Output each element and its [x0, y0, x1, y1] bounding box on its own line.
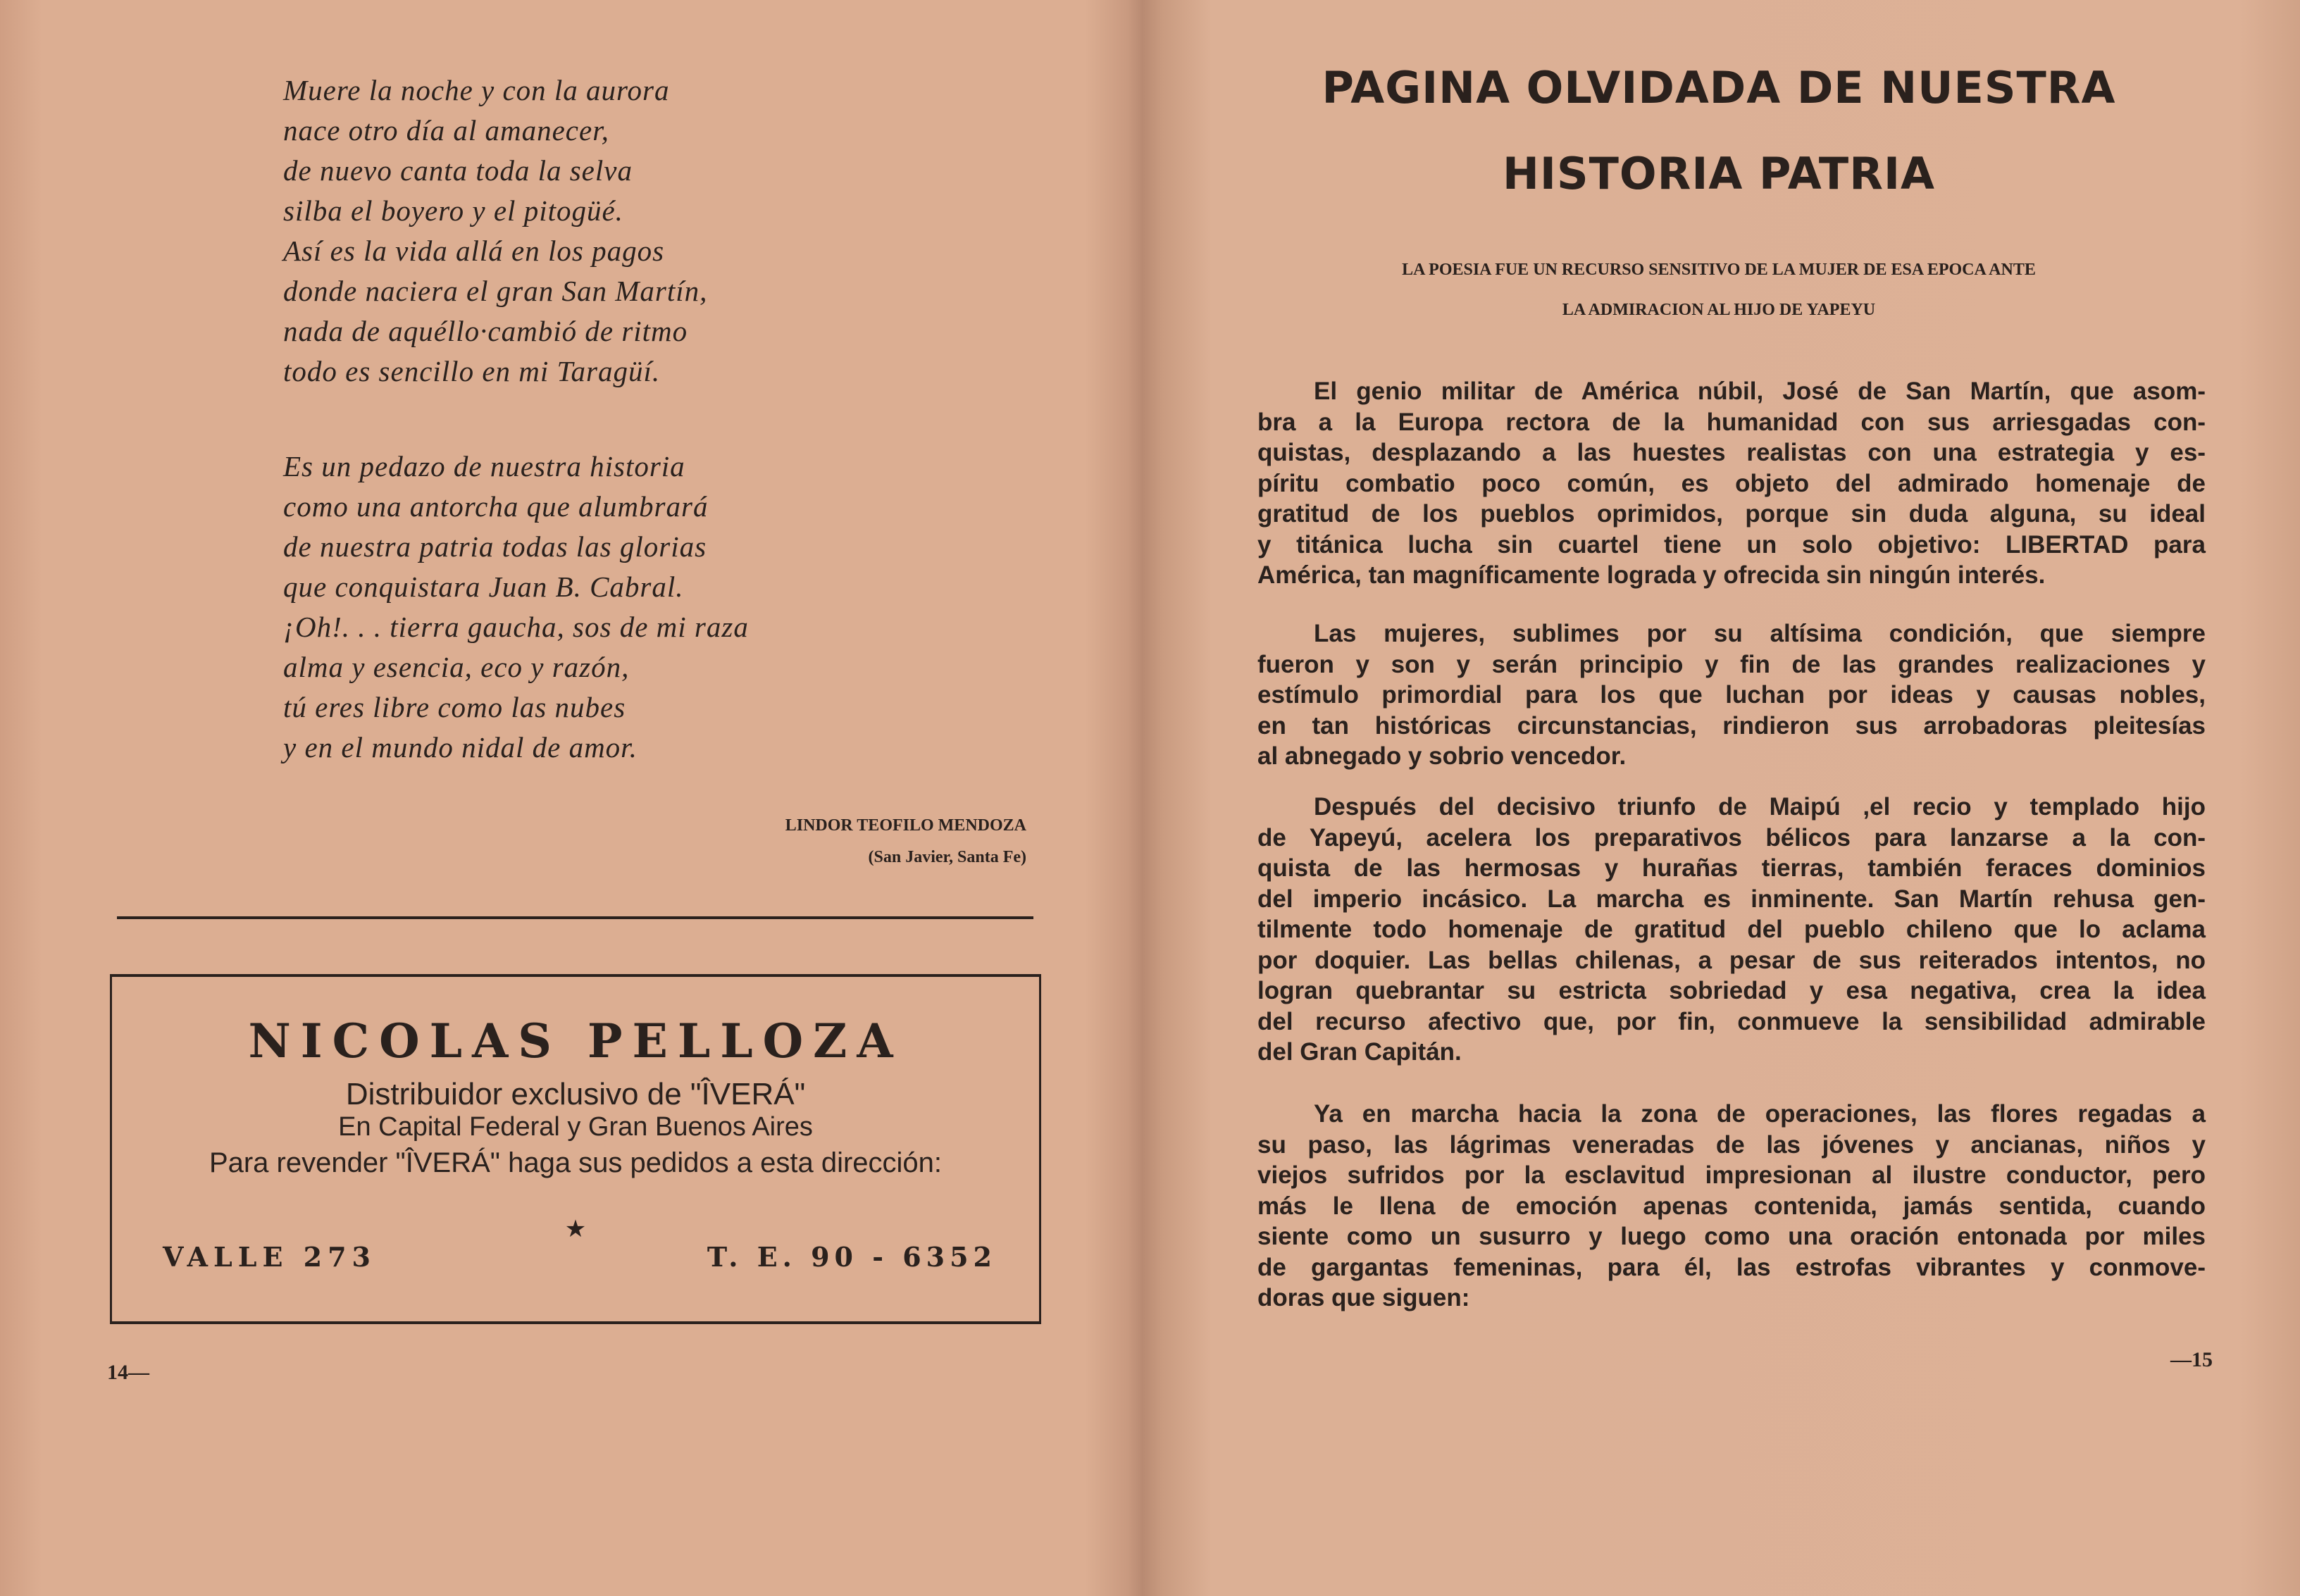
- article-title-line-2: HISTORIA PATRIA: [1503, 148, 1935, 199]
- paragraph-line: más le llena de emoción apenas contenida, jamás sentida, cuando: [1257, 1192, 2206, 1220]
- paragraph-2: [1257, 618, 2206, 772]
- paragraph-line: por doquier. Las bellas chilenas, a pesar de sus reiterados intentos, no: [1257, 946, 2206, 974]
- poem-line: como una antorcha que alumbrará: [283, 490, 709, 523]
- ad-line-3: Para revender "ÎVERÁ" haga sus pedidos a esta dirección:: [209, 1147, 943, 1178]
- paragraph-line: bra a la Europa rectora de la humanidad con sus arriesgadas con-: [1257, 408, 2206, 436]
- paragraph-line: quista de las hermosas y hurañas tierras, también feraces dominios: [1257, 854, 2206, 882]
- poem-line: alma y esencia, eco y razón,: [283, 651, 630, 683]
- paragraph-line: El genio militar de América núbil, José de San Martín, que asom-: [1314, 378, 2206, 405]
- poem-line: nace otro día al amanecer,: [283, 114, 609, 146]
- paragraph-line: tilmente todo homenaje de gratitud del pueblo chileno que lo aclama: [1257, 916, 2206, 943]
- paragraph-line: del Gran Capitán.: [1257, 1038, 1462, 1066]
- paragraph-1: [1257, 376, 2206, 591]
- author-place: (San Javier, Santa Fe): [868, 848, 1026, 866]
- paragraph-line: del imperio incásico. La marcha es inminente. San Martín rehusa gen-: [1257, 885, 2206, 913]
- page-number-right: —15: [2170, 1348, 2213, 1371]
- paragraph-line: América, tan magníficamente lograda y ofrecida sin ningún interés.: [1257, 561, 2046, 589]
- paragraph-line: del recurso afectivo que, por fin, conmueve la sensibilidad admirable: [1257, 1007, 2206, 1035]
- article-title-line-1: PAGINA OLVIDADA DE NUESTRA: [1322, 62, 2116, 113]
- divider-rule: [117, 916, 1033, 919]
- poem-stanza-2: [283, 447, 749, 768]
- author-name: LINDOR TEOFILO MENDOZA: [785, 816, 1026, 835]
- poem-line: donde naciera el gran San Martín,: [283, 275, 708, 307]
- poem-line: Es un pedazo de nuestra historia: [283, 450, 685, 482]
- ad-name: NICOLAS PELLOZA: [248, 1014, 903, 1068]
- poem-line: de nuevo canta toda la selva: [283, 154, 633, 187]
- article-subtitle-line-2: LA ADMIRACION AL HIJO DE YAPEYU: [1562, 301, 1876, 319]
- paragraph-line: píritu combatio poco común, es objeto del admirado homenaje de: [1257, 469, 2206, 497]
- paragraph-line: Después del decisivo triunfo de Maipú ,el recio y templado hijo: [1314, 793, 2206, 821]
- poem-line: Así es la vida allá en los pagos: [283, 235, 665, 267]
- poem-line: y en el mundo nidal de amor.: [283, 731, 638, 763]
- paragraph-line: estímulo primordial para los que luchan por ideas y causas nobles,: [1257, 681, 2206, 709]
- paragraph-line: gratitud de los pueblos oprimidos, porque sin duda alguna, su ideal: [1257, 500, 2206, 528]
- poem-line: todo es sencillo en mi Taragüí.: [283, 355, 661, 387]
- ad-line-1: Distribuidor exclusivo de "ÎVERÁ": [345, 1077, 806, 1111]
- paragraph-line: siente como un susurro y luego como una oración entonada por miles: [1257, 1223, 2206, 1250]
- ad-address: VALLE 273: [163, 1241, 376, 1273]
- paragraph-4: [1257, 1099, 2206, 1314]
- poem-line: tú eres libre como las nubes: [283, 691, 626, 723]
- poem-line: ¡Oh!. . . tierra gaucha, sos de mi raza: [283, 611, 749, 643]
- ad-phone: T. E. 90 - 6352: [707, 1241, 997, 1273]
- article-subtitle-line-1: LA POESIA FUE UN RECURSO SENSITIVO DE LA MUJER DE ESA EPOCA ANTE: [1402, 261, 2036, 279]
- paragraph-line: su paso, las lágrimas veneradas de las jóvenes y ancianas, niños y: [1257, 1130, 2206, 1159]
- paragraph-line: doras que siguen:: [1257, 1284, 1470, 1311]
- poem-stanza-1: [283, 70, 707, 392]
- paragraph-line: de Yapeyú, acelera los preparativos bélicos para lanzarse a la con-: [1257, 823, 2206, 852]
- paragraph-line: al abnegado y sobrio vencedor.: [1257, 742, 1627, 770]
- paragraph-line: Ya en marcha hacia la zona de operaciones, las flores regadas a: [1314, 1100, 2206, 1128]
- poem-line: que conquistara Juan B. Cabral.: [283, 571, 684, 603]
- paragraph-3: [1257, 792, 2206, 1068]
- paragraph-line: y titánica lucha sin cuartel tiene un solo objetivo: LIBERTAD para: [1257, 530, 2206, 559]
- paragraph-line: de gargantas femeninas, para él, las estrofas vibrantes y conmove-: [1257, 1253, 2206, 1281]
- advertisement-box: [110, 974, 1041, 1324]
- poem-line: nada de aquéllo·cambió de ritmo: [283, 315, 688, 347]
- paragraph-line: logran quebrantar su estricta sobriedad y esa negativa, crea la idea: [1257, 977, 2206, 1004]
- paragraph-line: viejos sufridos por la esclavitud impresionan al ilustre conductor, pero: [1257, 1161, 2206, 1189]
- poem-line: Muere la noche y con la aurora: [283, 74, 670, 106]
- ad-line-2: En Capital Federal y Gran Buenos Aires: [338, 1112, 813, 1142]
- paragraph-line: en tan históricas circunstancias, rindieron sus arrobadoras pleitesías: [1257, 711, 2206, 740]
- poem-line: de nuestra patria todas las glorias: [283, 530, 707, 563]
- paragraph-line: fueron y son y serán principio y fin de las grandes realizaciones y: [1257, 650, 2206, 678]
- star-icon: ★: [564, 1216, 587, 1242]
- poem-line: silba el boyero y el pitogüé.: [283, 194, 623, 227]
- paragraph-line: Las mujeres, sublimes por su altísima condición, que siempre: [1314, 620, 2206, 647]
- paragraph-line: quistas, desplazando a las huestes realistas con una estrategia y es-: [1257, 439, 2206, 466]
- page-number-left: 14—: [107, 1361, 149, 1384]
